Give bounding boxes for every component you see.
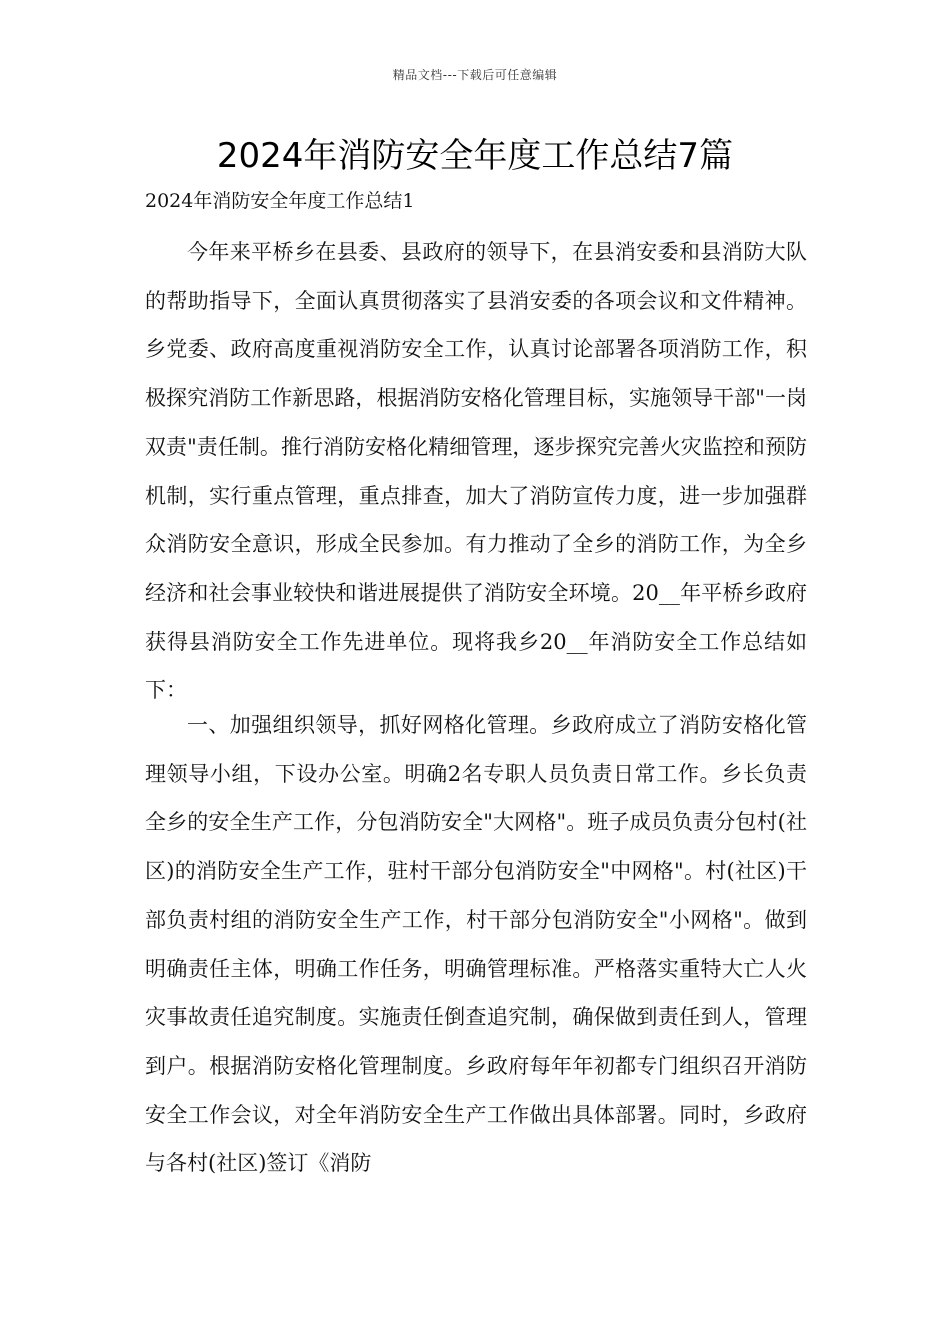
body-paragraph-intro: 今年来平桥乡在县委、县政府的领导下，在县消安委和县消防大队的帮助指导下，全面认真贯彻落实了县消安委的各项会议和文件精神。乡党委、政府高度重视消防安全工作，认真讨论部署各项消防工作，积极探究消防工作新思路，根据消防安格化管理目标，实施领导干部"一岗双责"责任制。推行消防安格化精细管理，逐步探究完善火灾监控和预防机制，实行重点管理，重点排查，加大了消防宣传力度，进一步加强群众消防安全意识，形成全民参加。有力推动了全乡的消防工作，为全乡经济和社会事业较快和谐进展提供了消防安全环境。20__年平桥乡政府获得县消防安全工作先进单位。现将我乡20__年消防安全工作总结如下：: [145, 240, 807, 703]
body-paragraph-organization: 一、加强组织领导，抓好网格化管理。乡政府成立了消防安格化管理领导小组，下设办公室。明确2名专职人员负责日常工作。乡长负责全乡的安全生产工作，分包消防安全"大网格"。班子成员负责分包村(社区)的消防安全生产工作，驻村干部分包消防安全"中网格"。村(社区)干部负责村组的消防安全生产工作，村干部分包消防安全"小网格"。做到明确责任主体，明确工作任务，明确管理标准。严格落实重特大亡人火灾事故责任追究制度。实施责任倒查追究制，确保做到责任到人，管理到户。根据消防安格化管理制度。乡政府每年年初都专门组织召开消防安全工作会议，对全年消防安全生产工作做出具体部署。同时，乡政府与各村(社区)签订《消防: [145, 713, 807, 1176]
header-note: 精品文档---下载后可任意编辑: [392, 68, 558, 82]
document-title: 2024年消防安全年度工作总结7篇: [216, 136, 734, 176]
section-title: 2024年消防安全年度工作总结1: [145, 190, 415, 212]
